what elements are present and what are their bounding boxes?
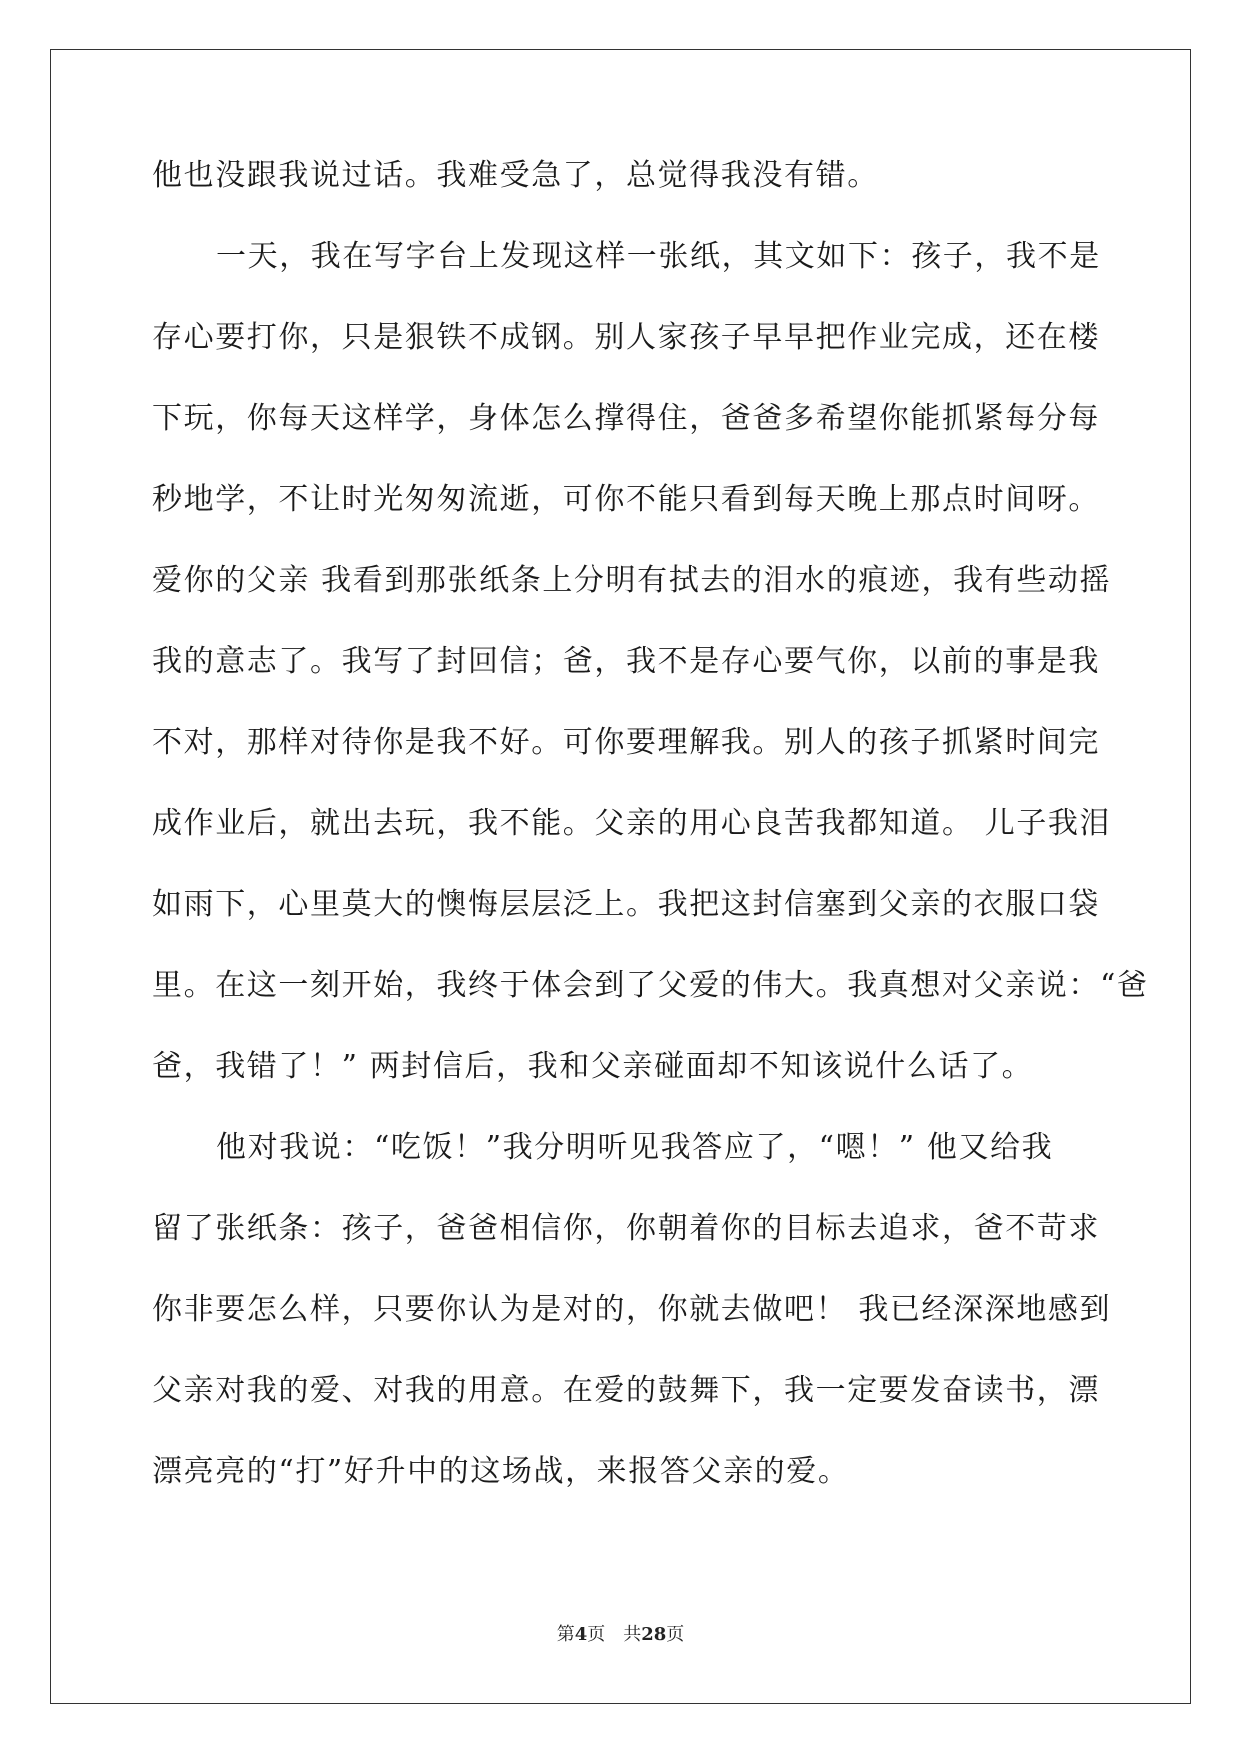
text-line: 我的意志了。我写了封回信；爸，我不是存心要气你，以前的事是我 — [152, 644, 1100, 679]
body-text — [152, 158, 1149, 1535]
text-line: 爱你的父亲 我看到那张纸条上分明有拭去的泪水的痕迹，我有些动摇 — [152, 563, 1112, 598]
text-line: 成作业后，就出去玩，我不能。父亲的用心良苦我都知道。 儿子我泪 — [152, 806, 1112, 841]
text-line: 里。在这一刻开始，我终于体会到了父爱的伟大。我真想对父亲说：“爸 — [152, 968, 1149, 1003]
text-line: 下玩，你每天这样学，身体怎么撑得住，爸爸多希望你能抓紧每分每 — [152, 401, 1100, 436]
text-line: 爸，我错了！” 两封信后，我和父亲碰面却不知该说什么话了。 — [152, 1049, 1034, 1084]
text-line: 留了张纸条：孩子，爸爸相信你，你朝着你的目标去追求，爸不苛求 — [152, 1211, 1100, 1246]
text-line: 一天，我在写字台上发现这样一张纸，其文如下：孩子，我不是 — [216, 239, 1101, 274]
total-page-count: 28 — [641, 1624, 667, 1645]
current-page-number: 4 — [574, 1624, 588, 1645]
text-line: 漂亮亮的“打”好升中的这场战，来报答父亲的爱。 — [152, 1454, 850, 1489]
text-line: 存心要打你，只是狠铁不成钢。别人家孩子早早把作业完成，还在楼 — [152, 320, 1100, 355]
footer-suffix: 页 — [666, 1624, 685, 1645]
text-line: 父亲对我的爱、对我的用意。在爱的鼓舞下，我一定要发奋读书，漂 — [152, 1373, 1100, 1408]
text-line: 他也没跟我说过话。我难受急了，总觉得我没有错。 — [152, 158, 879, 193]
text-line: 秒地学，不让时光匆匆流逝，可你不能只看到每天晚上那点时间呀。 — [152, 482, 1100, 517]
page-footer — [0, 1620, 1241, 1646]
text-line: 不对，那样对待你是我不好。可你要理解我。别人的孩子抓紧时间完 — [152, 725, 1100, 760]
footer-prefix: 第 — [556, 1624, 575, 1645]
footer-mid: 页 共 — [587, 1624, 642, 1645]
text-line: 如雨下，心里莫大的懊悔层层泛上。我把这封信塞到父亲的衣服口袋 — [152, 887, 1100, 922]
text-line: 你非要怎么样，只要你认为是对的，你就去做吧！ 我已经深深地感到 — [152, 1292, 1112, 1327]
text-line: 他对我说：“吃饭！”我分明听见我答应了，“嗯！” 他又给我 — [216, 1130, 1054, 1165]
